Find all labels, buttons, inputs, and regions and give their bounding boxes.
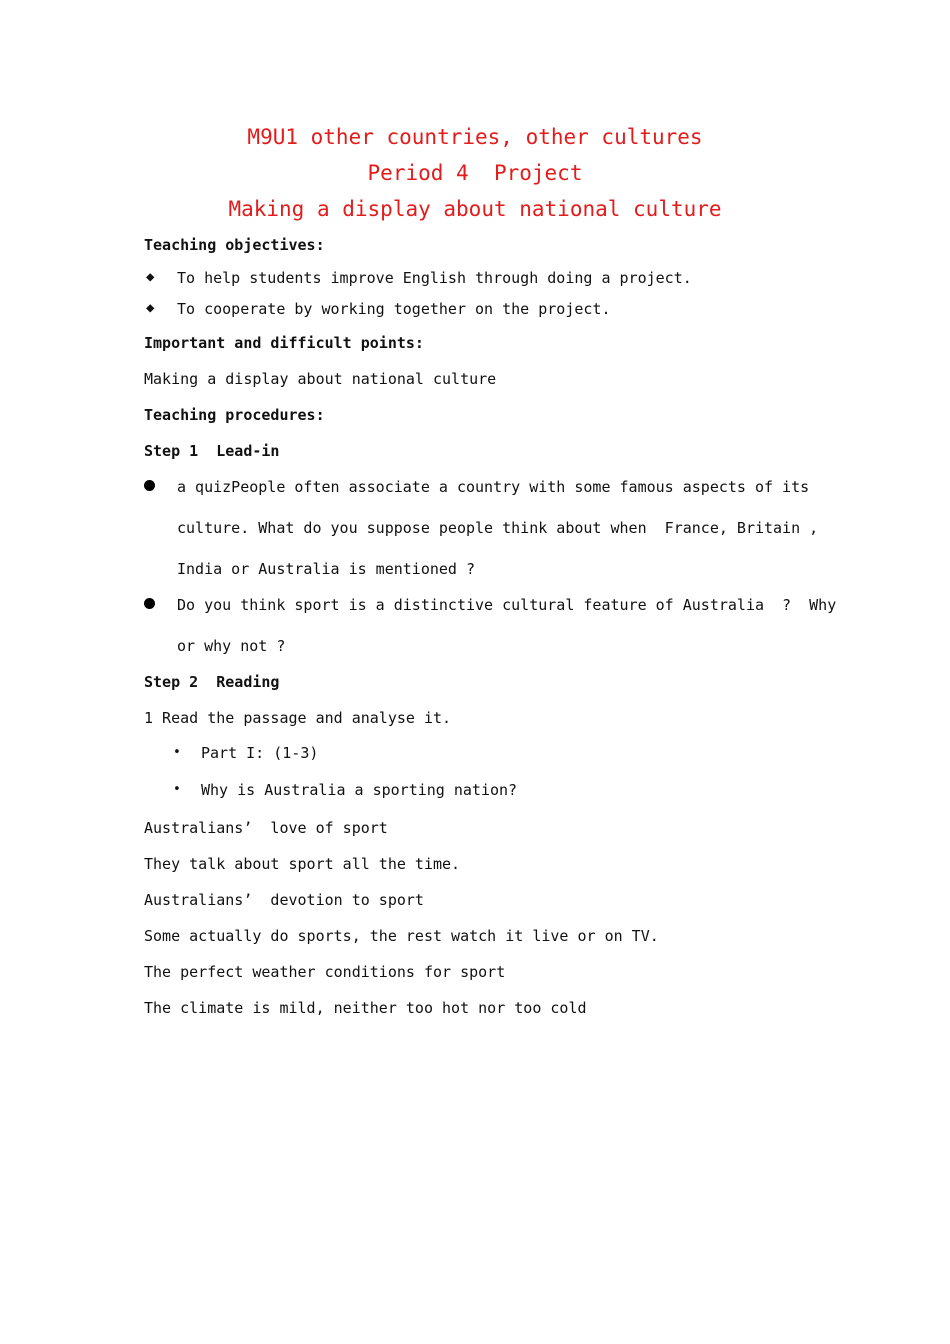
step2-intro: 1 Read the passage and analyse it.	[144, 709, 452, 727]
lesson-subtitle: Making a display about national culture	[228, 197, 722, 221]
points-heading: Important and difficult points:	[144, 334, 424, 352]
bullet-dot-icon	[144, 480, 155, 491]
step1-bullet1-line: culture. What do you suppose people think about when France, Britain ,	[177, 519, 819, 537]
step2-sub-item: Why is Australia a sporting nation?	[201, 781, 518, 799]
document-title: M9U1 other countries, other cultures	[247, 125, 703, 149]
step2-line: Australians’ devotion to sport	[144, 891, 424, 909]
small-bullet-icon: •	[173, 782, 181, 797]
points-text: Making a display about national culture	[144, 370, 497, 388]
step1-bullet2-line: or why not ?	[177, 637, 286, 655]
step2-heading: Step 2 Reading	[144, 673, 280, 691]
step2-line: Some actually do sports, the rest watch it live or on TV.	[144, 927, 659, 945]
small-bullet-icon: •	[173, 745, 181, 760]
step1-heading: Step 1 Lead-in	[144, 442, 280, 460]
bullet-dot-icon	[144, 598, 155, 609]
step1-bullet1-line: India or Australia is mentioned ?	[177, 560, 476, 578]
objectives-heading: Teaching objectives:	[144, 236, 325, 254]
step2-line: They talk about sport all the time.	[144, 855, 461, 873]
step2-sub-item: Part I: (1-3)	[201, 744, 319, 762]
diamond-bullet-icon: ◆	[146, 269, 155, 285]
objective-item: To cooperate by working together on the project.	[177, 300, 611, 318]
step2-line: Australians’ love of sport	[144, 819, 388, 837]
objective-item: To help students improve English through doing a project.	[177, 269, 692, 287]
step1-bullet1-line: a quizPeople often associate a country with some famous aspects of its	[177, 478, 810, 496]
step2-line: The climate is mild, neither too hot nor too cold	[144, 999, 587, 1017]
procedures-heading: Teaching procedures:	[144, 406, 325, 424]
diamond-bullet-icon: ◆	[146, 300, 155, 316]
step2-line: The perfect weather conditions for sport	[144, 963, 506, 981]
step1-bullet2-line: Do you think sport is a distinctive cultural feature of Australia ? Why	[177, 596, 837, 614]
period-subtitle: Period 4 Project	[367, 161, 583, 185]
